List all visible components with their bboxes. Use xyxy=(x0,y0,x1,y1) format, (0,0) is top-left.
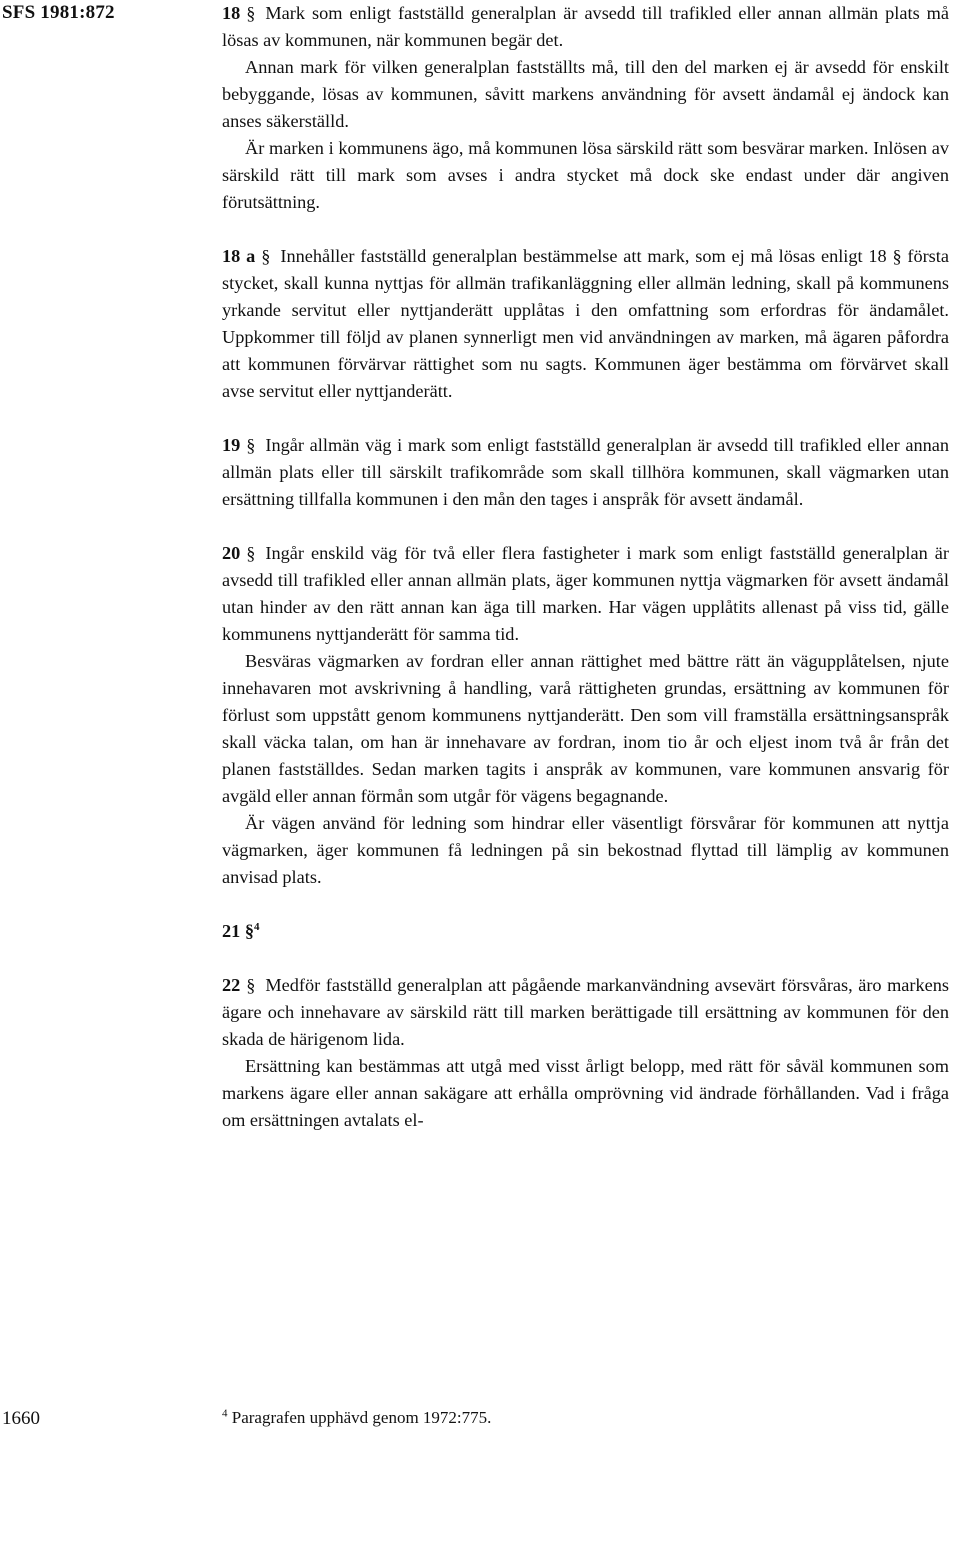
section-number: 18 xyxy=(222,3,241,23)
paragraph-text: Ingår enskild väg för två eller flera fastigheter i mark som enligt fastställd generalplan är avsedd till trafikled eller annan allmän plats, äger kommunen nyttja vägmarken för avsett ändamål utan hinder av den rätt annan kan äga till marken. Har vägen upplåtits allenast på viss tid, gälle kommunens nyttjanderätt för samma tid. xyxy=(222,543,949,644)
footnote-text: Paragrafen upphävd genom 1972:775. xyxy=(231,1408,492,1427)
section-22-paragraph-1 xyxy=(222,972,949,1053)
section-21-heading xyxy=(222,918,949,945)
footnote-marker: 4 xyxy=(222,1407,228,1420)
paragraph-text: Innehåller fastställd generalplan bestämmelse att mark, som ej må lösas enligt 18 § första stycket, skall kunna nyttjas för allmän trafikanläggning eller allmän ledning, skall på kommunens yrkande servitut eller nyttjanderätt upplåtas i den omfattning som erfordras för ändamålet. Uppkommer till följd av planen synnerligt men vid användningen av marken, må ägaren påfordra att kommunen förvärvar rättighet som nu sagts. Kommunen äger bestämma om förvärvet skall avse servitut eller nyttjanderätt. xyxy=(222,246,949,401)
section-sign: § xyxy=(246,435,256,455)
section-21 xyxy=(222,918,949,945)
section-19-paragraph-1 xyxy=(222,432,949,513)
section-20-paragraph-1 xyxy=(222,540,949,648)
section-sign: § xyxy=(261,246,271,266)
section-number: 19 xyxy=(222,435,241,455)
statute-text xyxy=(222,0,949,1134)
section-number: 21 xyxy=(222,921,241,941)
section-sign: § xyxy=(246,543,256,563)
section-20 xyxy=(222,540,949,891)
section-18-paragraph-1 xyxy=(222,0,949,54)
section-sign: § xyxy=(244,921,254,941)
footnote xyxy=(222,1408,491,1428)
section-18a xyxy=(222,243,949,405)
section-22-paragraph-2: Ersättning kan bestämmas att utgå med visst årligt belopp, med rätt för såväl kommunen som markens ägare eller annan sakägare att erhålla omprövning vid ändrade förhållanden. Vad i fråga om ersättningen avtalats el- xyxy=(222,1056,949,1130)
section-sign: § xyxy=(246,975,256,995)
paragraph-text: Mark som enligt fastställd generalplan är avsedd till trafikled eller annan allmän plats må lösas av kommunen, när kommunen begär det. xyxy=(222,3,949,50)
paragraph-text: Ingår allmän väg i mark som enligt fastställd generalplan är avsedd till trafikled eller annan allmän plats eller till särskilt trafikområde som skall tillhöra kommunen, skall vägmarken utan ersättning tillfalla kommunen i den mån den tages i anspråk för avsett ändamål. xyxy=(222,435,949,509)
page-number: 1660 xyxy=(2,1408,40,1429)
section-18-paragraph-2: Annan mark för vilken generalplan fastställts må, till den del marken ej är avsedd för enskilt bebyggande, lösas av kommunen, såvitt markens användning för avsett ändamål ej ändock kan anses säkerställd. xyxy=(222,57,949,131)
sfs-reference-header: SFS 1981:872 xyxy=(2,2,115,23)
section-number: 22 xyxy=(222,975,241,995)
section-sign: § xyxy=(246,3,256,23)
section-number: 20 xyxy=(222,543,241,563)
section-number: 18 a xyxy=(222,246,256,266)
section-18 xyxy=(222,0,949,216)
section-20-paragraph-3: Är vägen använd för ledning som hindrar eller väsentligt försvårar för kommunen att nyttja vägmarken, äger kommunen få ledningen på sin bekostnad flyttad till lämplig av kommunen anvisad plats. xyxy=(222,813,949,887)
section-18-paragraph-3: Är marken i kommunens ägo, må kommunen lösa särskild rätt som besvärar marken. Inlösen av särskild rätt till mark som avses i andra stycket må dock ske endast under där angiven förutsättning. xyxy=(222,138,949,212)
paragraph-text: Medför fastställd generalplan att pågående markanvändning avsevärt försvåras, äro markens ägare och innehavare av särskild rätt till marken berättigade till ersättning av kommunen för den skada de härigenom lida. xyxy=(222,975,949,1049)
section-22 xyxy=(222,972,949,1134)
section-18a-paragraph-1 xyxy=(222,243,949,405)
section-19 xyxy=(222,432,949,513)
section-20-paragraph-2: Besväras vägmarken av fordran eller annan rättighet med bättre rätt än vägupplåtelsen, njute innehavaren mot avskrivning å handling, varå rättigheten grundas, ersättning av kommunen för förlust som uppstått genom kommunens nyttjanderätt. Den som vill framställa ersättningsanspråk skall väcka talan, om han är innehavare av fordran, inom tio år och eljest inom två år från det planen fastställdes. Sedan marken tagits i anspråk av kommunen, vare kommunen ansvarig för avgäld eller annan förmån som utgår för vägens begagnande. xyxy=(222,651,949,806)
footnote-reference: 4 xyxy=(254,920,260,933)
